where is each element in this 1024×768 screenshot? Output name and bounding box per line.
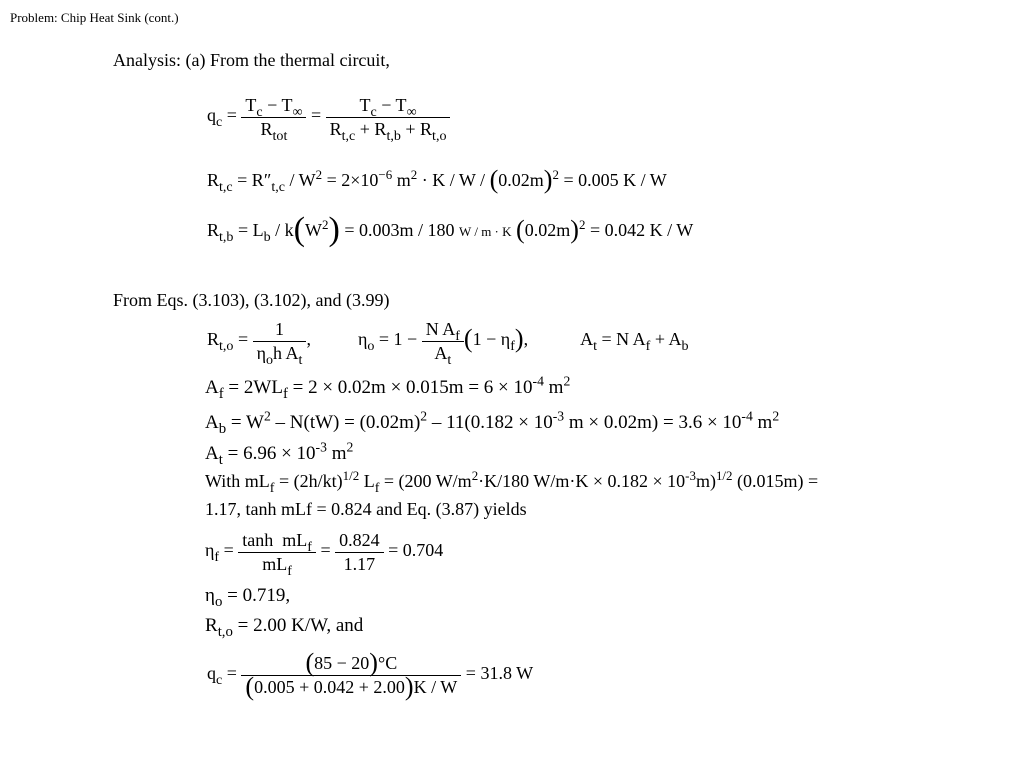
equation-mLf-cont: 1.17, tanh mLf = 0.824 and Eq. (3.87) yields [205, 499, 527, 519]
equation-Ab: $A_b = W^2 - N(tW) = (0.02m)^2 - 11(0.182 \times 10^{-3}$ $m \times 0.02m) = 3.6 \times 10^{-4}$ $m^2$ [205, 408, 780, 438]
equation-qc-circuit: $q_c$ = $\frac{T_c - T_\infty}{R_{tot}}$ = $\frac{T_c - T_\infty}{R_{t,c} + R_{t,b} + R_{t,o}}$ [207, 94, 450, 140]
equation-eta-o: $\eta_o = 0.719$, [205, 585, 291, 611]
equation-Rtb: $R_{t,b} = L_b / k(W^2) = 0.003m / 180$ W / m · K $(0.02m)^2 = 0.042$ K / W [207, 211, 694, 249]
equation-Rto: $R_{t,o} = 2.00$ K/W, and [205, 615, 364, 641]
equations-reference: From Eqs. (3.103), (3.102), and (3.99) [113, 290, 390, 310]
eta-f-result: 0.704 [402, 540, 444, 561]
equation-Rto-etao-At: $R_{t,o}$ = $\frac{1}{\eta_oh A_t}$ , $\eta_o = 1$ − $\frac{N A_f}{A_t}$ $(1 - \eta_f)$, $A_t = N$ $A_f + A_b$ [207, 319, 689, 368]
equation-Af: $A_f = 2WL_f = 2 \times 0.02m \times 0.015m = 6 \times 10^{-4}$ $m^2$ [205, 373, 571, 403]
Rto-result: 2.00 K/W, and [253, 615, 364, 636]
equation-At: $A_t = 6.96 \times 10^{-3}$ $m^2$ [205, 439, 354, 469]
page-title: Problem: Chip Heat Sink (cont.) [10, 10, 179, 25]
qc-result: 31.8 W [480, 663, 534, 684]
analysis-intro: Analysis: (a) From the thermal circuit, [113, 50, 390, 70]
equation-eta-f: $\eta_f$ = $\frac{\tanh mL_f}{mL_f}$ = $\frac{0.824}{1.17}$ = 0.704 [205, 530, 444, 579]
equation-qc-final: $q_c$ = $\frac{(85 - 20)^\circ C}{(0.005 + 0.042 + 2.00)K / W}$ = 31.8 W [207, 648, 534, 701]
equation-Rtc: $R_{t,c} = R''_{t,c} / W^2 = 2\times 10^{-6}$ $m^2 \cdot K / W / (0.02m)^2 = 0.005$ K / W [207, 165, 667, 195]
Rtb-result: 0.042 K / W [604, 220, 694, 240]
equation-mLf: With $mL_f = (2h/kt)^{1/2}$ $L_f = (200$ $W/m^2\cdot K/180$ $W/m\cdot K \times 0.182 \times 10^{-3}m)^{1/2}$ (0.015m) = [205, 467, 819, 496]
eta-o-result: 0.719, [242, 585, 291, 606]
Rtc-result: 0.005 K / W [578, 170, 667, 190]
